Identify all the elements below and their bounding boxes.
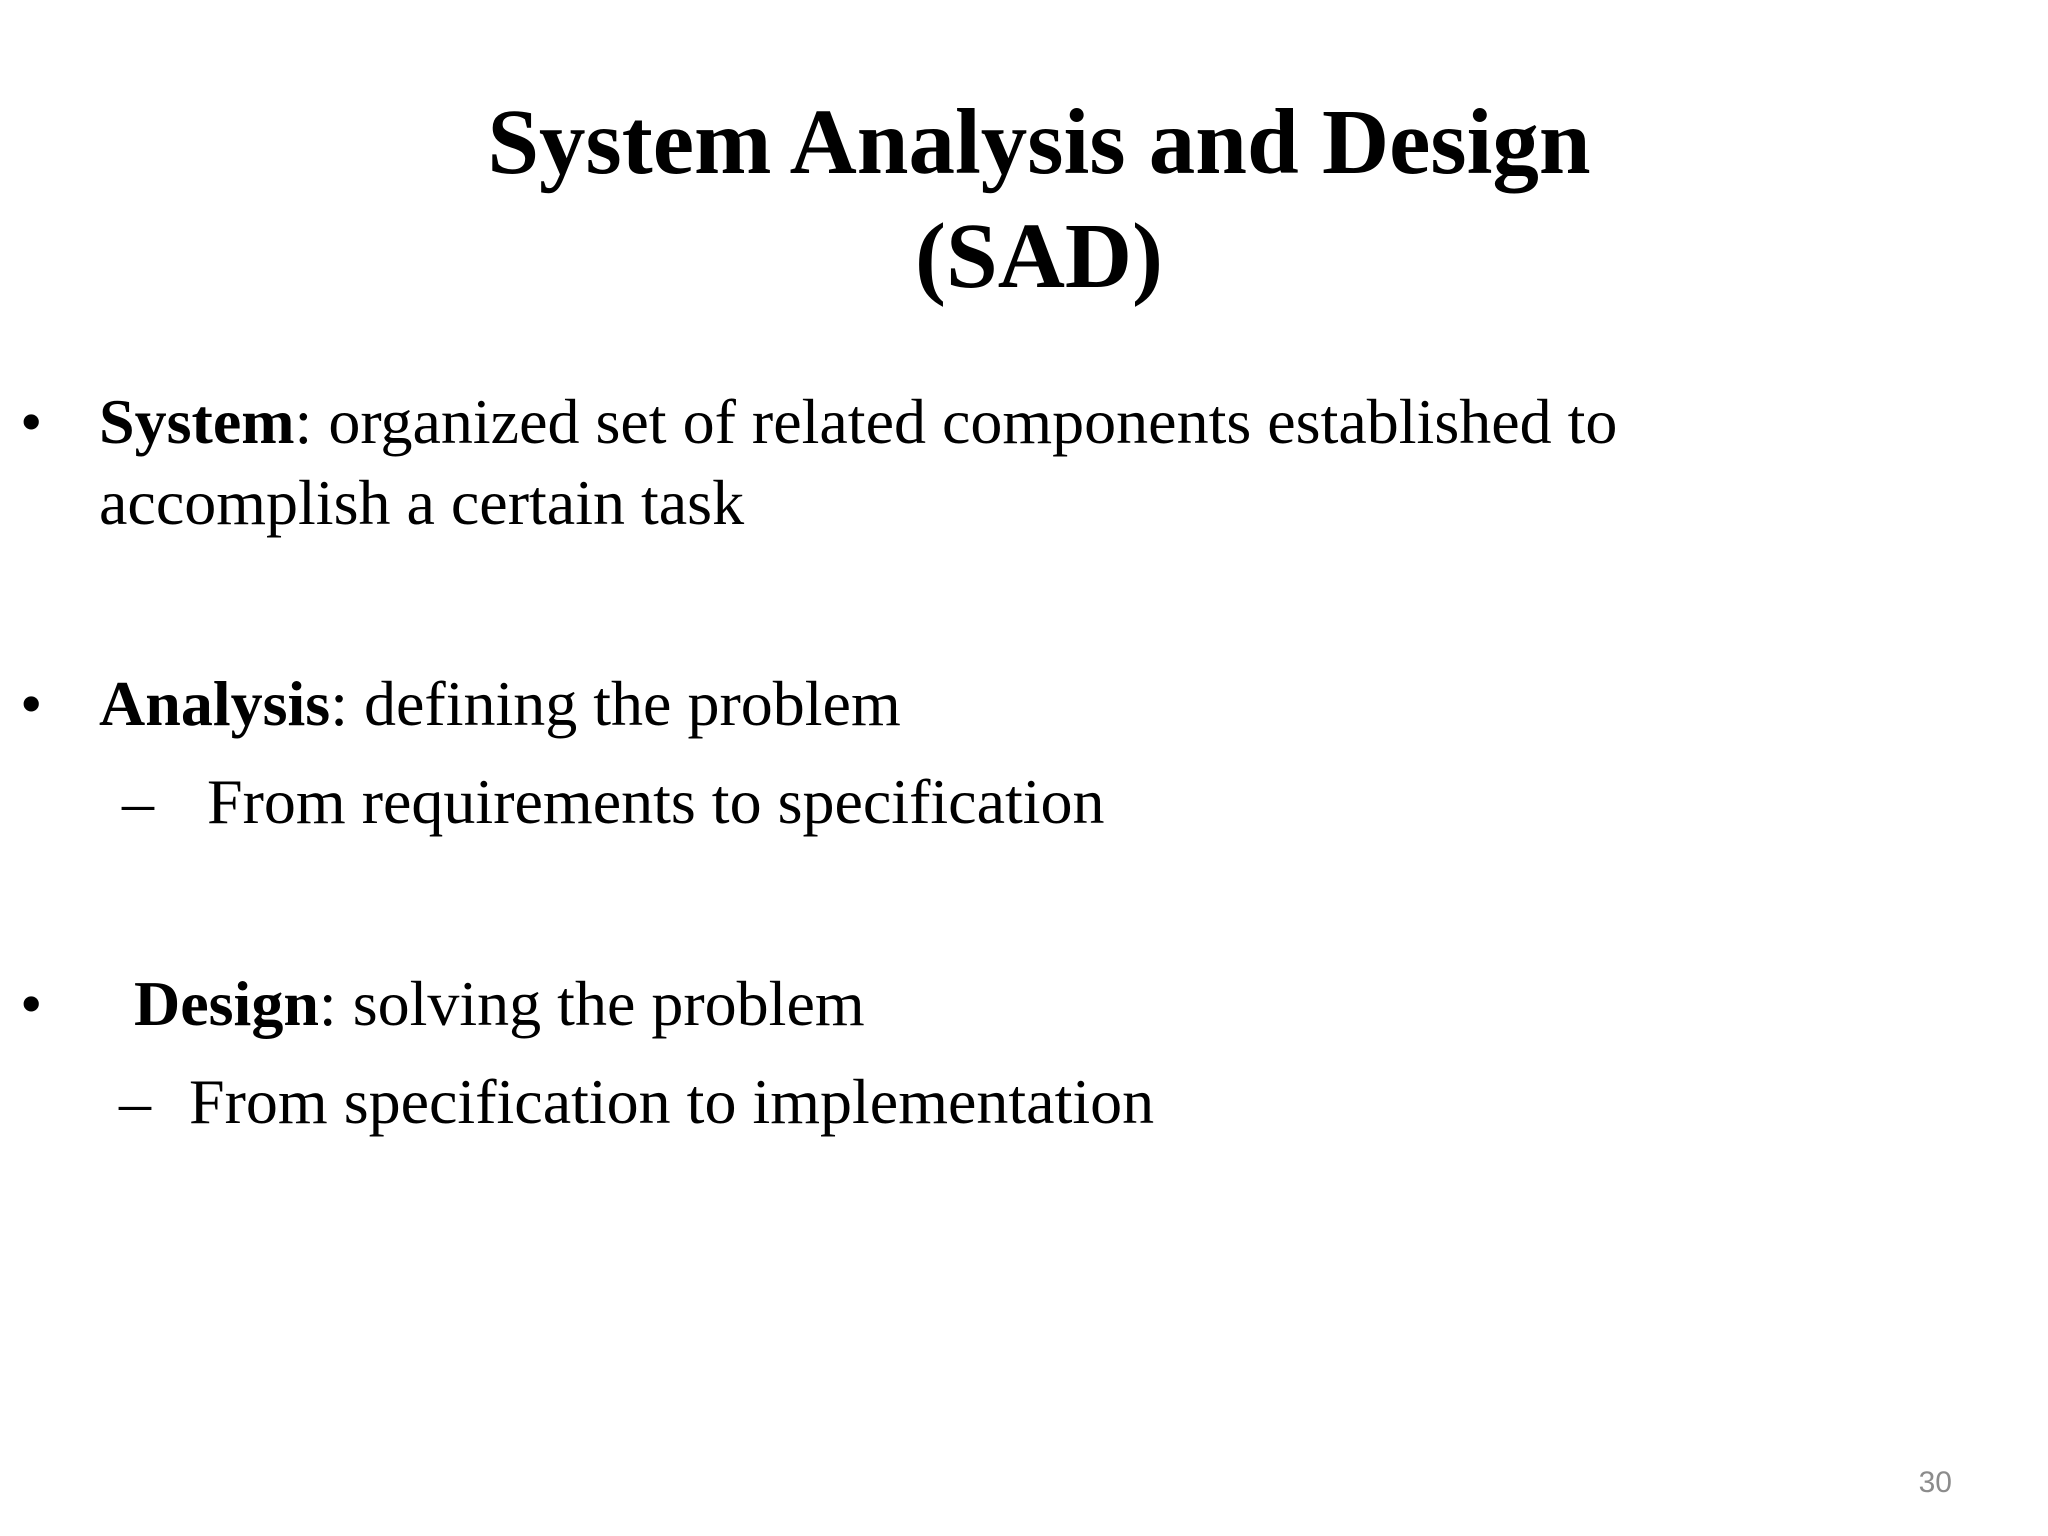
definition-system: : organized set of related components established to: [294, 386, 1618, 457]
bullet-design: [134, 968, 865, 1039]
dash-icon: –: [119, 1066, 151, 1137]
slide-title-line-1: System Analysis and Design: [487, 91, 1591, 194]
page-number: 30: [1918, 1466, 1952, 1499]
sub-analysis: From requirements to specification: [207, 766, 1105, 837]
term-design: Design: [134, 968, 319, 1039]
bullet-icon: •: [20, 968, 43, 1039]
dash-icon: –: [122, 766, 154, 837]
term-system: System: [99, 386, 295, 457]
bullet-system: [99, 386, 1618, 457]
bullet-system-continuation: accomplish a certain task: [99, 467, 745, 538]
bullet-icon: •: [20, 386, 43, 457]
definition-design: : solving the problem: [318, 968, 865, 1039]
term-analysis: Analysis: [99, 668, 331, 739]
bullet-icon: •: [20, 668, 43, 739]
slide-title-line-2: (SAD): [915, 205, 1163, 308]
bullet-analysis: [99, 668, 901, 739]
sub-design: From specification to implementation: [189, 1066, 1155, 1137]
definition-analysis: : defining the problem: [330, 668, 901, 739]
